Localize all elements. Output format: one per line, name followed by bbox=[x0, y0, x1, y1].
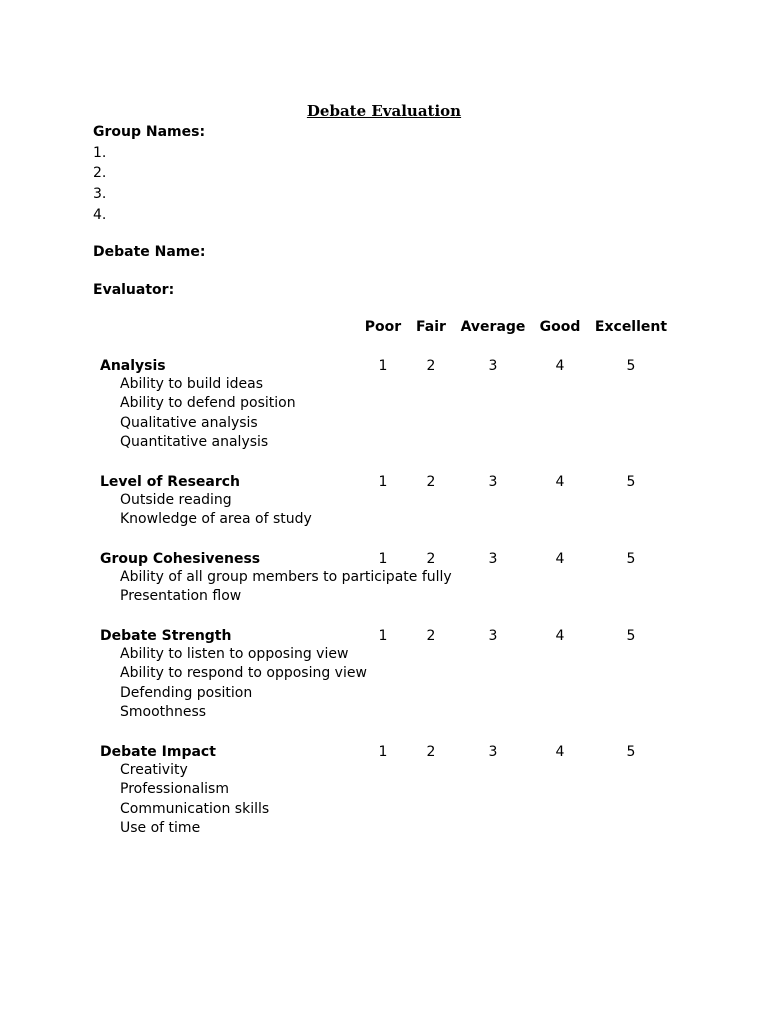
criterion-item: Professionalism bbox=[120, 781, 229, 798]
criterion-item: Ability to defend position bbox=[120, 395, 296, 412]
criteria-list bbox=[120, 491, 312, 530]
score-4: 4 bbox=[555, 628, 565, 644]
criterion-item: Knowledge of area of study bbox=[120, 511, 312, 528]
criterion-item: Smoothness bbox=[120, 704, 207, 721]
score-2: 2 bbox=[426, 551, 436, 567]
section-title: Level of Research bbox=[100, 474, 241, 490]
score-5: 5 bbox=[626, 474, 636, 490]
page-title bbox=[0, 102, 768, 120]
scale-excellent: Excellent bbox=[594, 319, 668, 335]
criterion-item: Defending position bbox=[120, 684, 253, 701]
criterion-item: Ability to listen to opposing view bbox=[120, 646, 349, 662]
score-1: 1 bbox=[378, 358, 388, 374]
criterion-item: Ability to build ideas bbox=[120, 376, 264, 392]
score-3: 3 bbox=[488, 551, 498, 567]
scale-fair: Fair bbox=[416, 319, 446, 335]
group-line-4: 4. bbox=[93, 207, 107, 223]
criterion-item: Use of time bbox=[120, 820, 201, 837]
evaluator-label: Evaluator: bbox=[93, 282, 175, 298]
scale-average: Average bbox=[460, 319, 526, 335]
criterion-item: Quantitative analysis bbox=[120, 434, 269, 451]
group-line-3: 3. bbox=[93, 186, 107, 202]
group-names-label: Group Names: bbox=[93, 124, 206, 140]
criterion-item: Presentation flow bbox=[120, 588, 242, 605]
score-row bbox=[0, 742, 768, 762]
criteria-list bbox=[120, 375, 296, 453]
criteria-list bbox=[120, 568, 452, 607]
score-4: 4 bbox=[555, 474, 565, 490]
score-1: 1 bbox=[378, 551, 388, 567]
group-line-1: 1. bbox=[93, 145, 107, 161]
section-title: Analysis bbox=[100, 358, 166, 374]
section-title: Debate Impact bbox=[100, 744, 216, 760]
score-2: 2 bbox=[426, 628, 436, 644]
score-3: 3 bbox=[488, 628, 498, 644]
score-row bbox=[0, 626, 768, 646]
score-row bbox=[0, 472, 768, 492]
score-4: 4 bbox=[555, 358, 565, 374]
criterion-item: Outside reading bbox=[120, 492, 232, 508]
score-3: 3 bbox=[488, 744, 498, 760]
criterion-item: Ability to respond to opposing view bbox=[120, 665, 367, 682]
score-1: 1 bbox=[378, 474, 388, 490]
scale-good: Good bbox=[539, 319, 581, 335]
criterion-item: Creativity bbox=[120, 762, 188, 778]
criterion-item: Communication skills bbox=[120, 800, 270, 817]
score-2: 2 bbox=[426, 358, 436, 374]
group-line-2: 2. bbox=[93, 165, 107, 181]
score-3: 3 bbox=[488, 474, 498, 490]
score-4: 4 bbox=[555, 744, 565, 760]
criterion-item: Qualitative analysis bbox=[120, 414, 258, 431]
rating-scale-header bbox=[0, 317, 768, 337]
score-4: 4 bbox=[555, 551, 565, 567]
score-3: 3 bbox=[488, 358, 498, 374]
debate-name-label: Debate Name: bbox=[93, 244, 206, 260]
section-title: Debate Strength bbox=[100, 628, 232, 644]
criteria-list bbox=[120, 761, 269, 839]
scale-poor: Poor bbox=[364, 319, 402, 335]
section-title: Group Cohesiveness bbox=[100, 551, 261, 567]
page-title-text: Debate Evaluation bbox=[306, 102, 462, 120]
criteria-list bbox=[120, 645, 367, 723]
score-1: 1 bbox=[378, 628, 388, 644]
score-2: 2 bbox=[426, 744, 436, 760]
score-5: 5 bbox=[626, 551, 636, 567]
criterion-item: Ability of all group members to participate fully bbox=[120, 569, 452, 585]
score-row bbox=[0, 356, 768, 376]
score-5: 5 bbox=[626, 358, 636, 374]
score-row bbox=[0, 549, 768, 569]
score-5: 5 bbox=[626, 744, 636, 760]
score-5: 5 bbox=[626, 628, 636, 644]
score-2: 2 bbox=[426, 474, 436, 490]
score-1: 1 bbox=[378, 744, 388, 760]
